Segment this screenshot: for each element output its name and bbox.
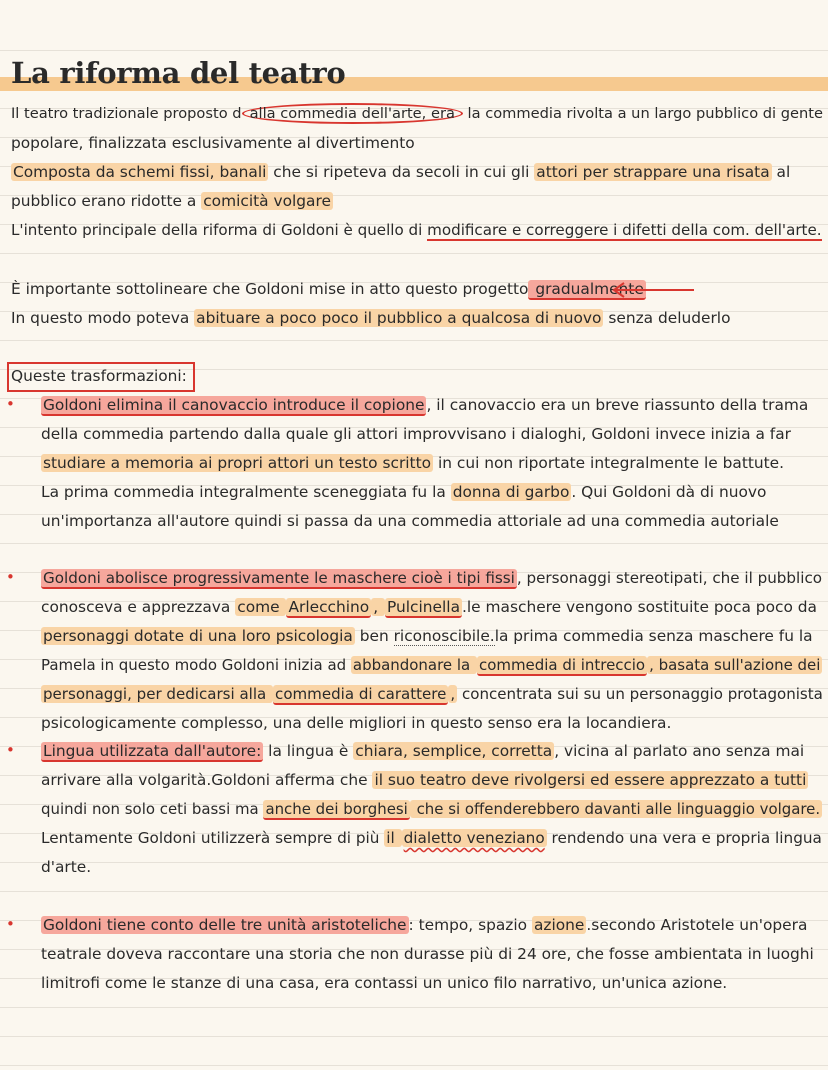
b1-line-4: La prima commedia integralmente sceneggiata fu la donna di garbo . Qui Goldoni dà di nuovo bbox=[41, 483, 767, 501]
b1-line-1: Goldoni elimina il canovaccio introduce il copione , il canovaccio era un breve riassunto della trama bbox=[43, 396, 809, 414]
intro-line-3: Composta da schemi fissi, banali che si ripeteva da secoli in cui gli attori per strappare una risata al bbox=[13, 163, 791, 181]
b1-line-3: studiare a memoria ai propri attori un testo scritto in cui non riportate integralmente le battute. bbox=[43, 454, 785, 472]
section-label: Queste trasformazioni: bbox=[11, 367, 187, 385]
circled-commedia-arte: alla commedia dell'arte, era bbox=[242, 103, 463, 124]
b1-line-2: della commedia partendo dalla quale gli attori improvvisano i dialoghi, Goldoni invece inizia a far bbox=[41, 425, 791, 443]
b2-line-1: Goldoni abolisce progressivamente le maschere cioè i tipi fissi , personaggi stereotipati, che il pubblico bbox=[43, 569, 823, 587]
intro-line-6: È importante sottolineare che Goldoni mise in atto questo progetto gradualmente bbox=[11, 280, 644, 298]
bullet-icon: • bbox=[6, 915, 15, 933]
b2-line-3: personaggi dotate di una loro psicologia ben riconoscibile.la prima commedia senza maschere fu la bbox=[43, 627, 813, 645]
b1-line-5: un'importanza all'autore quindi si passa da una commedia attoriale ad una commedia autoriale bbox=[41, 512, 779, 530]
b4-line-1: Goldoni tiene conto delle tre unità aristoteliche : tempo, spazio azione .secondo Aristotele un'opera bbox=[43, 916, 808, 934]
intro-line-7: In questo modo poteva abituare a poco poco il pubblico a qualcosa di nuovo senza deluderlo bbox=[11, 309, 731, 327]
b3-line-2: arrivare alla volgarità.Goldoni afferma che il suo teatro deve rivolgersi ed essere apprezzato a tutti bbox=[41, 771, 807, 789]
left-arrow-icon bbox=[608, 280, 698, 300]
bullet-icon: • bbox=[6, 741, 15, 759]
intro-line-5: L'intento principale della riforma di Goldoni è quello di modificare e correggere i difetti della com. dell'arte. bbox=[11, 221, 822, 239]
page-title: La riforma del teatro bbox=[11, 56, 346, 90]
b3-line-4: Lentamente Goldoni utilizzerà sempre di più il dialetto veneziano rendendo una vera e propria lingua bbox=[41, 829, 822, 847]
b2-line-6: psicologicamente complesso, una delle migliori in questo senso era la locandiera. bbox=[41, 714, 672, 732]
intro-line-4: pubblico erano ridotte a comicità volgare bbox=[11, 192, 331, 210]
intro-line-1: Il teatro tradizionale proposto d alla commedia dell'arte, era la commedia rivolta a un largo pubblico di gente bbox=[11, 105, 823, 122]
b3-line-3: quindi non solo ceti bassi ma anche dei borghesi che si offenderebbero davanti alle linguaggio volgare. bbox=[41, 800, 821, 818]
b4-line-3: limitrofi come le stanze di una casa, era contassi un unico filo narrativo, un'unica azione. bbox=[41, 974, 728, 992]
bullet-icon: • bbox=[6, 395, 15, 413]
b2-line-5: personaggi, per dedicarsi alla commedia di carattere , concentrata sui su un personaggio protagonista bbox=[43, 685, 823, 703]
b4-line-2: teatrale doveva raccontare una storia che non durasse più di 24 ore, che fosse ambientata in luoghi bbox=[41, 945, 814, 963]
intro-line-2: popolare, finalizzata esclusivamente al divertimento bbox=[11, 134, 415, 152]
b2-line-2: conosceva e apprezzava come Arlecchino , Pulcinella .le maschere vengono sostituite poca poco da bbox=[41, 598, 817, 616]
b2-line-4: Pamela in questo modo Goldoni inizia ad abbandonare la commedia di intreccio , basata sull'azione dei bbox=[41, 656, 821, 674]
bullet-icon: • bbox=[6, 568, 15, 586]
b3-line-5: d'arte. bbox=[41, 858, 92, 876]
b3-line-1: Lingua utilizzata dall'autore: la lingua è chiara, semplice, corretta , vicina al parlato ano senza mai bbox=[43, 742, 805, 760]
